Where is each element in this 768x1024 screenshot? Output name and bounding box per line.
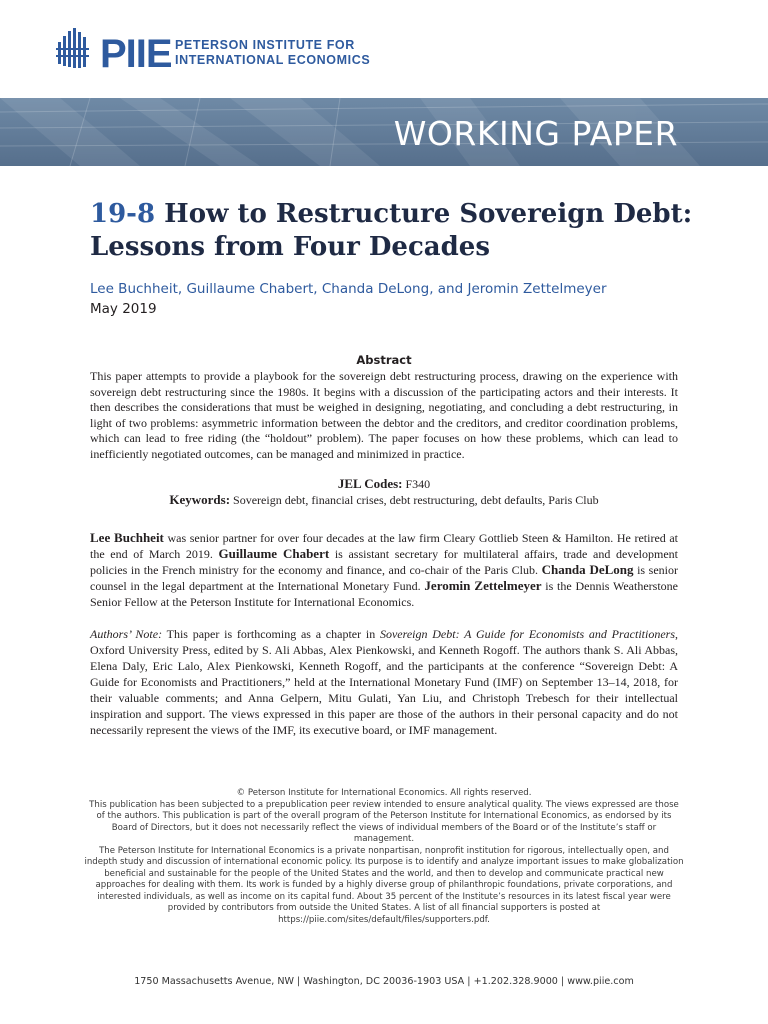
- institute-name: [175, 38, 370, 68]
- bio-text: is the Dennis Weatherstone Senior Fellow at the Peterson Institute for International Economics.: [90, 579, 678, 609]
- institute-name-line2: INTERNATIONAL ECONOMICS: [175, 53, 371, 67]
- authors-note: [90, 626, 678, 738]
- author-bios: [90, 530, 678, 610]
- abstract-text: This paper attempts to provide a playbook for the sovereign debt restructuring process, drawing on the experience with sovereign debt restructuring since the 1980s. It begins with a discussion of the participating actors and their interests. It then describes the considerations that must be weighed in designing, negotiating, and concluding a debt restructuring, in light of two problems: asymmetric information between the debtor and the creditors, and creditor coordination problems, which can lead to free riding (the “holdout” problem). The paper focuses on how these problems, which can lead to inefficiently negotiated outcomes, can be managed and minimized in practice.: [90, 369, 678, 461]
- jel-codes: [90, 476, 678, 492]
- bio-text: is senior counsel in the legal department at the International Monetary Fund.: [90, 563, 678, 593]
- contact-line: 1750 Massachusetts Avenue, NW | Washington, DC 20036-1903 USA | +1.202.328.9000 | www.piie.com: [134, 976, 634, 987]
- bio-name: Guillaume Chabert: [218, 546, 330, 561]
- paper-number: 19-8: [90, 199, 156, 229]
- abstract-heading: Abstract: [356, 353, 412, 367]
- note-label: Authors’ Note:: [90, 627, 163, 641]
- bio-text: is assistant secretary for multilateral affairs, trade and development policies in the French ministry for the economy and finance, and co-chair of the Paris Club.: [90, 547, 678, 577]
- bio-name: Jeromin Zettelmeyer: [424, 578, 542, 593]
- note-text: , Oxford University Press, edited by S. Ali Abbas, Alex Pienkowski, and Kenneth Rogoff. The authors thank S. Ali Abbas, Elena Daly, Eric Lalo, Alex Pienkowski, Kenneth Rogoff, and the participants at the conference “Sovereign Debt: A Guide for Economists and Practitioners,” held at the International Monetary Fund (IMF) on September 13–14, 2018, for their valuable comments; and Anna Gelpern, Mitu Gulati, Yan Liu, and Christoph Trebesch for their intellectual inspiration and support. The views expressed in this paper are those of the authors in their personal capacity and do not necessarily represent the views of the IMF, its executive board, or IMF management.: [90, 627, 678, 737]
- logo-wordmark: PIIE: [100, 32, 172, 76]
- banner-title: WORKING PAPER: [393, 114, 678, 153]
- bio-name: Chanda DeLong: [541, 562, 634, 577]
- book-title: Sovereign Debt: A Guide for Economists and Practitioners: [379, 627, 675, 641]
- institute-name-line1: PETERSON INSTITUTE FOR: [175, 38, 355, 52]
- keywords-value: Sovereign debt, financial crises, debt restructuring, debt defaults, Paris Club: [233, 493, 599, 507]
- note-text: This paper is forthcoming as a chapter in: [162, 627, 380, 641]
- paper-title-line2: Lessons from Four Decades: [90, 232, 490, 262]
- keywords: [90, 492, 678, 508]
- institute-description: The Peterson Institute for International Economics is a private nonpartisan, nonprofit institution for rigorous, intellectually open, and indepth study and discussion of international economic policy. Its purpose is to identify and analyze important issues to make globalization beneficial and sustainable for the people of the United States and the world, and then to develop and communicate practical new approaches for dealing with them. Its work is funded by a highly diverse group of philanthropic foundations, private corporations, and interested individuals, as well as income on its capital fund. About 35 percent of the Institute’s resources in its latest fiscal year were provided by contributors from outside the United States. A list of all financial supporters is posted at https://piie.com/sites/default/files/supporters.pdf.: [84, 845, 684, 925]
- jel-label: JEL Codes:: [337, 476, 403, 491]
- review-statement: This publication has been subjected to a prepublication peer review intended to ensure analytical quality. The views expressed are those of the authors. This publication is part of the overall program of the Peterson Institute for International Economics, as endorsed by its Board of Directors, but it does not necessarily reflect the views of individual members of the Board or of the Institute’s staff or management.: [89, 799, 679, 844]
- publication-date: May 2019: [90, 301, 157, 317]
- paper-title-line1: How to Restructure Sovereign Debt:: [164, 199, 693, 229]
- author-list: Lee Buchheit, Guillaume Chabert, Chanda DeLong, and Jeromin Zettelmeyer: [90, 281, 607, 297]
- piie-logo-icon: [56, 28, 92, 72]
- bio-name: Lee Buchheit: [90, 530, 164, 545]
- bio-text: was senior partner for over four decades at the law firm Cleary Gottlieb Steen & Hamilton. He retired at the end of March 2019.: [90, 531, 679, 561]
- keywords-label: Keywords:: [169, 492, 231, 507]
- page-header: [0, 0, 768, 98]
- copyright: © Peterson Institute for International Economics. All rights reserved.: [236, 788, 532, 798]
- paper-title: [90, 198, 710, 264]
- footer-disclaimer: [84, 788, 684, 926]
- jel-value: F340: [405, 477, 431, 491]
